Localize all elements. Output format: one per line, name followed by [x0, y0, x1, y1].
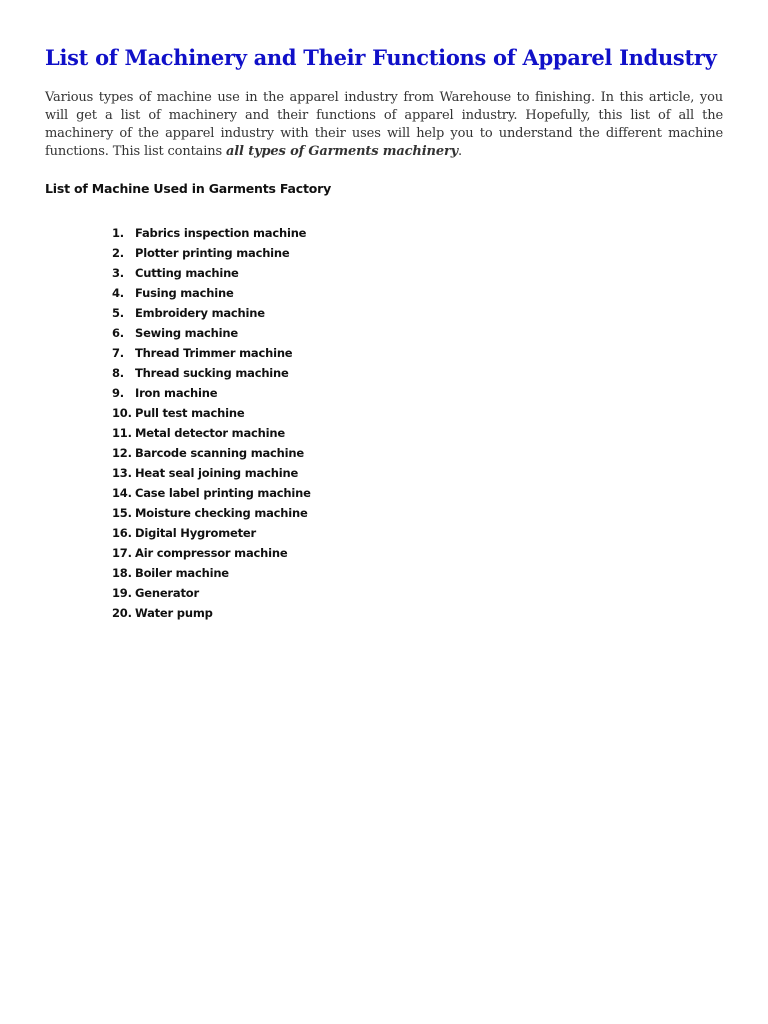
- list-item-number: 8.: [112, 366, 124, 380]
- intro-text: Various types of machine use in the apparel industry from Warehouse to finishing. In this article, you will get a list of machinery and their functions of apparel industry. Hopefully, this list of all the machinery of the apparel industry with their uses will help you to understand the different machine functions. This list contains: [45, 90, 723, 159]
- intro-emphasis: all types of Garments machinery: [226, 144, 459, 159]
- list-item-number: 13.: [112, 466, 132, 480]
- list-item: [45, 243, 723, 263]
- list-heading: List of Machine Used in Garments Factory: [45, 181, 332, 196]
- list-item: [45, 343, 723, 363]
- list-item-label: Water pump: [135, 606, 213, 620]
- list-item-label: Boiler machine: [135, 566, 229, 580]
- list-item-number: 11.: [112, 426, 132, 440]
- list-item: [45, 423, 723, 443]
- list-item: [45, 503, 723, 523]
- list-item-number: 16.: [112, 526, 132, 540]
- list-item-label: Cutting machine: [135, 266, 239, 280]
- list-item: [45, 563, 723, 583]
- list-item-number: 10.: [112, 406, 132, 420]
- list-item-number: 14.: [112, 486, 132, 500]
- list-item: [45, 523, 723, 543]
- list-item-number: 12.: [112, 446, 132, 460]
- list-item-label: Sewing machine: [135, 326, 238, 340]
- list-item-label: Air compressor machine: [135, 546, 288, 560]
- list-item-label: Pull test machine: [135, 406, 245, 420]
- list-item-number: 7.: [112, 346, 124, 360]
- list-item-label: Thread Trimmer machine: [135, 346, 293, 360]
- list-item-number: 18.: [112, 566, 132, 580]
- list-item: [45, 363, 723, 383]
- list-item-label: Fabrics inspection machine: [135, 226, 307, 240]
- list-item-number: 5.: [112, 306, 124, 320]
- list-item-label: Embroidery machine: [135, 306, 265, 320]
- list-item-number: 15.: [112, 506, 132, 520]
- machine-list: [45, 223, 723, 623]
- list-item-label: Digital Hygrometer: [135, 526, 256, 540]
- list-item-label: Case label printing machine: [135, 486, 311, 500]
- list-item: [45, 583, 723, 603]
- list-item: [45, 483, 723, 503]
- list-item-number: 19.: [112, 586, 132, 600]
- list-item: [45, 463, 723, 483]
- list-item: [45, 383, 723, 403]
- list-item-number: 2.: [112, 246, 124, 260]
- list-item: [45, 543, 723, 563]
- list-item-label: Iron machine: [135, 386, 218, 400]
- page-title: List of Machinery and Their Functions of Apparel Industry: [45, 45, 717, 70]
- list-item-label: Fusing machine: [135, 286, 234, 300]
- list-item-number: 1.: [112, 226, 124, 240]
- list-item: [45, 263, 723, 283]
- list-item-number: 17.: [112, 546, 132, 560]
- list-item: [45, 323, 723, 343]
- list-item-label: Moisture checking machine: [135, 506, 308, 520]
- list-item-number: 3.: [112, 266, 124, 280]
- list-item-label: Plotter printing machine: [135, 246, 290, 260]
- intro-paragraph: [45, 89, 723, 161]
- list-item-number: 9.: [112, 386, 124, 400]
- list-item: [45, 403, 723, 423]
- list-item: [45, 443, 723, 463]
- document-page: [45, 44, 723, 623]
- list-item-number: 6.: [112, 326, 124, 340]
- list-item-number: 20.: [112, 606, 132, 620]
- list-item-label: Heat seal joining machine: [135, 466, 299, 480]
- list-item: [45, 603, 723, 623]
- list-item-label: Thread sucking machine: [135, 366, 289, 380]
- list-item-label: Barcode scanning machine: [135, 446, 304, 460]
- list-item: [45, 223, 723, 243]
- list-item-label: Generator: [135, 586, 199, 600]
- list-item: [45, 303, 723, 323]
- list-item: [45, 283, 723, 303]
- list-item-number: 4.: [112, 286, 124, 300]
- intro-end: .: [458, 144, 463, 159]
- list-item-label: Metal detector machine: [135, 426, 285, 440]
